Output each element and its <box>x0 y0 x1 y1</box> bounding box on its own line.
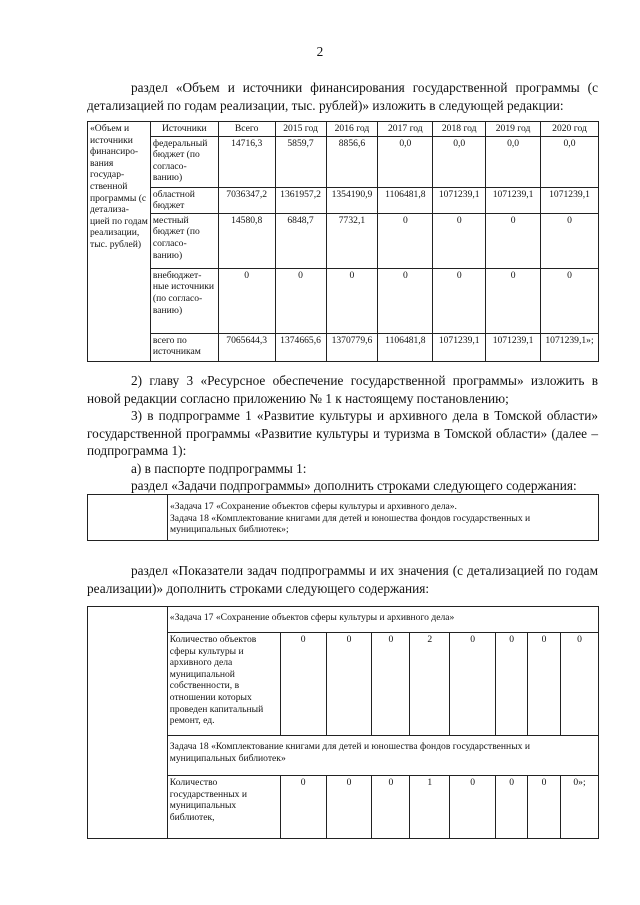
value-cell: 1361957,2 <box>275 187 326 213</box>
value-cell: 7732,1 <box>326 213 378 268</box>
header-cell: 2015 год <box>275 122 326 137</box>
value-cell: 0 <box>280 776 326 839</box>
value-cell: 0 <box>560 633 598 736</box>
value-cell: 0 <box>218 268 275 333</box>
empty-cell <box>88 495 168 541</box>
value-cell: 1374665,6 <box>275 333 326 361</box>
paragraph: раздел «Показатели задач подпрограммы и их значения (с детализацией по годам реализации)» дополнить строками следующего содержания: <box>87 563 598 596</box>
paragraph: раздел «Объем и источники финансирования государственной программы (с детализацией по годам реализации, тыс. рублей)» изложить в следующей редакции: <box>87 80 598 113</box>
table-row <box>88 187 599 213</box>
value-cell: 1071239,1 <box>433 187 486 213</box>
value-cell: 0 <box>326 633 372 736</box>
task-17-heading: «Задача 17 «Сохранение объектов сферы культуры и архивного дела» <box>167 607 598 633</box>
table-row <box>88 333 599 361</box>
financing-table <box>87 121 599 362</box>
header-cell: Источники <box>150 122 218 137</box>
header-cell: 2018 год <box>433 122 486 137</box>
value-cell: 1 <box>410 776 450 839</box>
value-cell: 0 <box>433 268 486 333</box>
value-cell: 8856,6 <box>326 136 378 187</box>
value-cell: 0,0 <box>378 136 433 187</box>
value-cell: 0»; <box>560 776 598 839</box>
value-cell: 1071239,1 <box>541 187 599 213</box>
value-cell: 0 <box>378 213 433 268</box>
value-cell: 0 <box>450 776 496 839</box>
value-cell: 0 <box>486 268 541 333</box>
paragraph: 3) в подпрограмме 1 «Развитие культуры и архивного дела в Томской области» государственной программы «Развитие культуры и туризма в Томской области» (далее – подпрограмма 1): <box>87 408 598 458</box>
value-cell: 0 <box>326 776 372 839</box>
value-cell: 0 <box>486 213 541 268</box>
value-cell: 0,0 <box>486 136 541 187</box>
table-row <box>88 213 599 268</box>
source-cell: местный бюджет (по согласо-ванию) <box>150 213 218 268</box>
header-cell: 2019 год <box>486 122 541 137</box>
header-cell: 2016 год <box>326 122 378 137</box>
value-cell: 5859,7 <box>275 136 326 187</box>
source-cell: федеральный бюджет (по согласо-ванию) <box>150 136 218 187</box>
task-18-heading: Задача 18 «Комплектование книгами для детей и юношества фондов государственных и муниципальных библиотек» <box>167 736 598 776</box>
value-cell: 0 <box>496 776 528 839</box>
source-cell: всего по источникам <box>150 333 218 361</box>
value-cell: 0 <box>275 268 326 333</box>
value-cell: 0 <box>450 633 496 736</box>
value-cell: 0 <box>326 268 378 333</box>
value-cell: 0 <box>541 268 599 333</box>
header-cell: 2020 год <box>541 122 599 137</box>
paragraph: 2) главу 3 «Ресурсное обеспечение государственной программы» изложить в новой редакции согласно приложению № 1 к настоящему постановлению; <box>87 373 598 406</box>
value-cell: 1071239,1»; <box>541 333 599 361</box>
source-cell: внебюджет-ные источники (по согласо-ванию) <box>150 268 218 333</box>
value-cell: 0 <box>372 776 410 839</box>
indicator-label: Количество государственных и муниципальных библиотек, <box>167 776 280 839</box>
empty-cell <box>88 607 168 839</box>
value-cell: 2 <box>410 633 450 736</box>
source-cell: областной бюджет <box>150 187 218 213</box>
table-row <box>88 136 599 187</box>
value-cell: 14716,3 <box>218 136 275 187</box>
value-cell: 0 <box>372 633 410 736</box>
value-cell: 1354190,9 <box>326 187 378 213</box>
value-cell: 0,0 <box>433 136 486 187</box>
indicator-label: Количество объектов сферы культуры и архивного дела муниципальной собственности, в отношении которых проведен капитальный ремонт, ед. <box>167 633 280 736</box>
value-cell: 0 <box>541 213 599 268</box>
value-cell: 0 <box>280 633 326 736</box>
value-cell: 0 <box>433 213 486 268</box>
table-row <box>88 268 599 333</box>
value-cell: 1106481,8 <box>378 333 433 361</box>
value-cell: 1071239,1 <box>433 333 486 361</box>
value-cell: 7065644,3 <box>218 333 275 361</box>
task-18-text: Задача 18 «Комплектование книгами для детей и юношества фондов государственных и муниципальных библиотек»; <box>170 512 531 536</box>
row-label: «Объем и источники финансиро-вания государ-ственной программы (с детализа-цией по годам реализации, тыс. рублей) <box>88 122 151 362</box>
page-number: 2 <box>316 44 324 59</box>
value-cell: 1106481,8 <box>378 187 433 213</box>
value-cell: 0 <box>528 776 561 839</box>
value-cell: 0 <box>528 633 561 736</box>
value-cell: 14580,8 <box>218 213 275 268</box>
value-cell: 1071239,1 <box>486 187 541 213</box>
value-cell: 6848,7 <box>275 213 326 268</box>
tasks-table <box>87 494 599 541</box>
value-cell: 7036347,2 <box>218 187 275 213</box>
paragraph: раздел «Задачи подпрограммы» дополнить строками следующего содержания: <box>131 478 577 493</box>
header-cell: Всего <box>218 122 275 137</box>
task-17-text: «Задача 17 «Сохранение объектов сферы культуры и архивного дела». <box>170 501 457 512</box>
value-cell: 1370779,6 <box>326 333 378 361</box>
paragraph: а) в паспорте подпрограммы 1: <box>131 461 307 476</box>
value-cell: 0 <box>496 633 528 736</box>
value-cell: 0,0 <box>541 136 599 187</box>
indicators-table <box>87 606 599 839</box>
value-cell: 0 <box>378 268 433 333</box>
header-cell: 2017 год <box>378 122 433 137</box>
value-cell: 1071239,1 <box>486 333 541 361</box>
